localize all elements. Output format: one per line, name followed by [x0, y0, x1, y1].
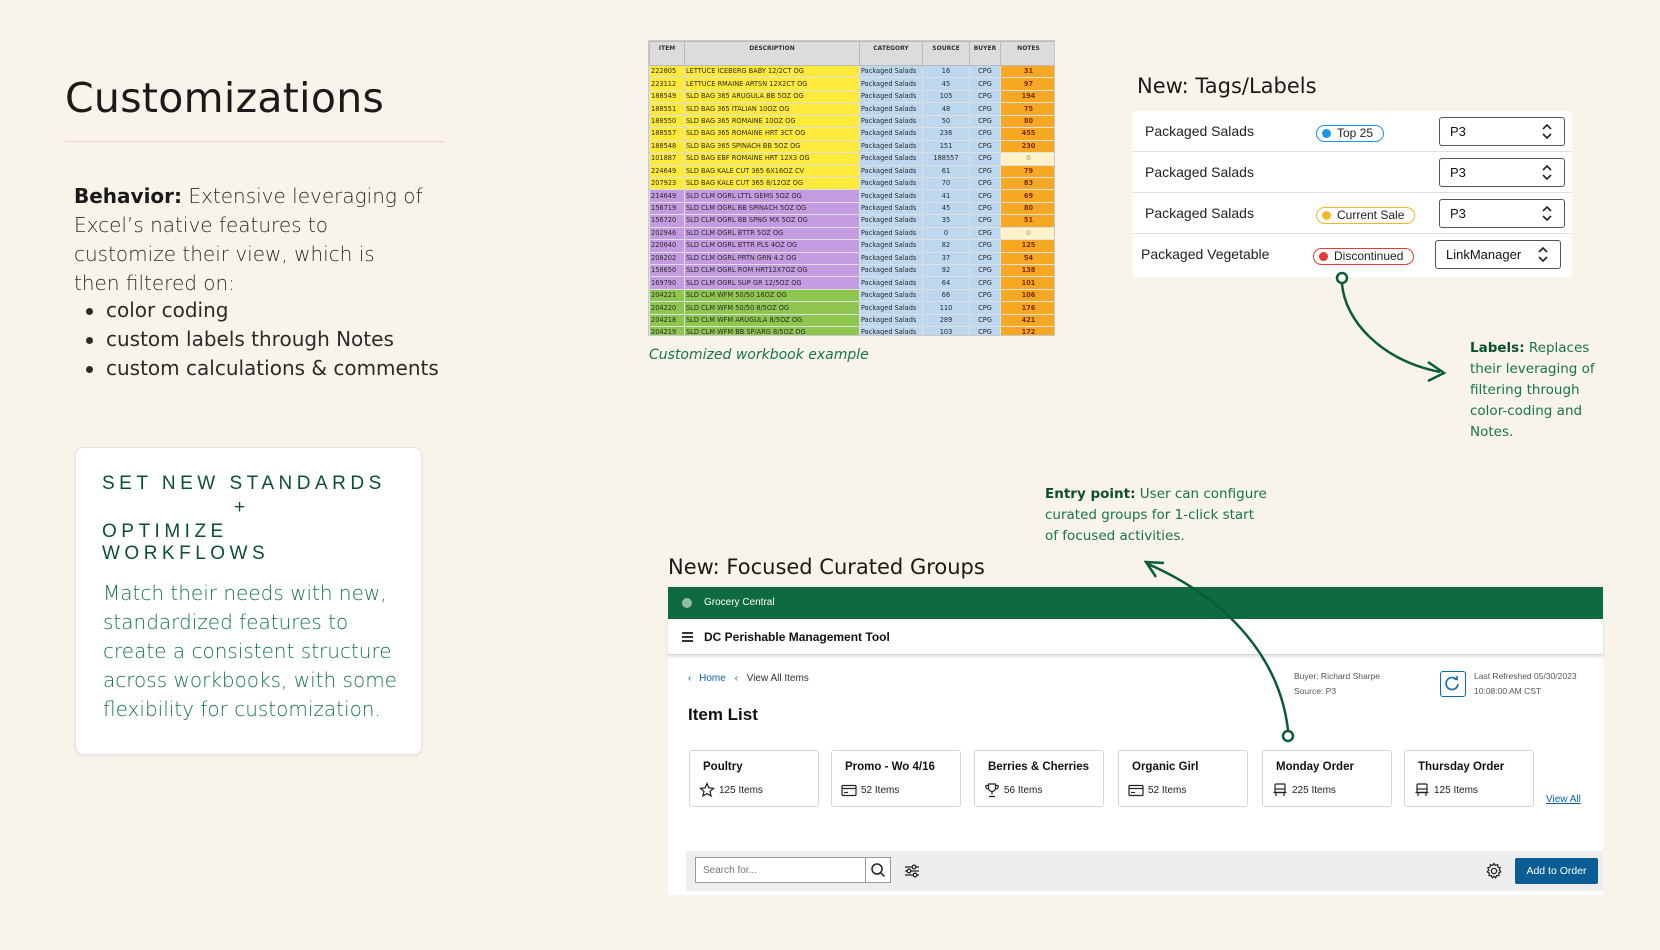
cell-description[interactable]: SLD BAG 365 ROMAINE HRT 3CT OG [685, 128, 860, 140]
cell-source[interactable]: 289 [923, 314, 970, 326]
workbook-row[interactable] [650, 190, 1056, 202]
last-refreshed [1474, 669, 1577, 699]
cell-source[interactable]: 45 [923, 78, 970, 90]
cell-source[interactable]: 45 [923, 202, 970, 214]
group-card-monday-order[interactable] [1262, 750, 1392, 807]
labels-annotation [1470, 338, 1615, 443]
cell-description[interactable]: SLD BAG 365 ARUGULA BB 5OZ OG [685, 90, 860, 102]
cell-notes[interactable]: 80 [1001, 202, 1056, 214]
item-list-title: Item List [688, 705, 758, 724]
cell-category[interactable]: Packaged Salads [860, 327, 923, 336]
cell-description[interactable]: SLD CLM OGRL SUP GR 12/5OZ OG [685, 277, 860, 289]
tags-panel [1133, 111, 1571, 277]
cell-item[interactable]: 224649 [650, 165, 685, 177]
group-count: 125 Items [1434, 785, 1478, 796]
cell-buyer[interactable]: CPG [970, 277, 1001, 289]
bullet-item: custom calculations & comments [86, 354, 439, 383]
cell-description[interactable]: SLD BAG 365 SPINACH BB 5OZ OG [685, 140, 860, 152]
app-mockup [668, 587, 1603, 895]
refresh-button[interactable] [1440, 671, 1466, 697]
cell-notes[interactable]: 97 [1001, 78, 1056, 90]
workbook-table [649, 41, 1055, 336]
workbook-header[interactable]: BUYER [970, 42, 1001, 66]
tag-row [1133, 152, 1571, 193]
app-logo-icon [682, 598, 692, 608]
tag-pill-label: Discontinued [1334, 249, 1404, 263]
workbook-row[interactable] [650, 314, 1056, 326]
cell-category[interactable]: Packaged Salads [860, 90, 923, 102]
tag-dot [1319, 252, 1328, 261]
select-value: LinkManager [1446, 247, 1522, 262]
cell-category[interactable]: Packaged Salads [860, 277, 923, 289]
cell-item[interactable]: 156720 [650, 215, 685, 227]
cell-item[interactable]: 208202 [650, 252, 685, 264]
workbook-header[interactable]: ITEM [650, 42, 685, 66]
cell-category[interactable]: Packaged Salads [860, 302, 923, 314]
cell-source[interactable]: 0 [923, 227, 970, 239]
cell-item[interactable]: 214649 [650, 190, 685, 202]
cell-description[interactable]: SLD CLM WFM 50/50 8/5OZ OG [685, 302, 860, 314]
cell-item[interactable]: 207923 [650, 177, 685, 189]
breadcrumb [688, 673, 809, 684]
cell-source[interactable]: 236 [923, 128, 970, 140]
cell-notes[interactable]: 0 [1001, 153, 1056, 165]
cell-source[interactable]: 151 [923, 140, 970, 152]
workbook-row[interactable] [650, 128, 1056, 140]
cell-item[interactable]: 188557 [650, 128, 685, 140]
cell-notes[interactable]: 51 [1001, 215, 1056, 227]
entry-point-text: User can configure curated groups for 1-click start of focused activities. [1045, 486, 1267, 544]
cell-source[interactable]: 188557 [923, 153, 970, 165]
star-icon [699, 782, 715, 798]
labels-annotation-label: Labels: [1470, 340, 1525, 356]
cell-notes[interactable]: 172 [1001, 327, 1056, 336]
cell-notes[interactable]: 80 [1001, 115, 1056, 127]
cell-notes[interactable]: 125 [1001, 240, 1056, 252]
tag-pill-discontinued[interactable] [1313, 248, 1414, 265]
workbook-row[interactable] [650, 103, 1056, 115]
workbook-row[interactable] [650, 215, 1056, 227]
behavior-paragraph [74, 182, 424, 298]
search-icon [866, 858, 890, 882]
source-text: Source: P3 [1294, 686, 1337, 696]
workbook-header-row [650, 42, 1056, 66]
cell-buyer[interactable]: CPG [970, 202, 1001, 214]
group-name: Promo - Wo 4/16 [845, 761, 935, 773]
cell-notes[interactable]: 194 [1001, 90, 1056, 102]
group-card-thursday-order[interactable] [1404, 750, 1534, 807]
entry-point-label: Entry point: [1045, 486, 1136, 502]
curated-groups-title: New: Focused Curated Groups [668, 555, 985, 579]
standards-heading-2: OPTIMIZE WORKFLOWS [102, 521, 270, 564]
tag-pill-label: Top 25 [1337, 126, 1374, 140]
tags-title: New: Tags/Labels [1137, 74, 1317, 98]
cell-item[interactable]: 204218 [650, 314, 685, 326]
workbook-header[interactable]: SOURCE [923, 42, 970, 66]
group-name: Monday Order [1276, 761, 1354, 773]
cell-notes[interactable]: 79 [1001, 165, 1056, 177]
cell-source[interactable]: 48 [923, 103, 970, 115]
cell-notes[interactable]: 421 [1001, 314, 1056, 326]
cell-category[interactable]: Packaged Salads [860, 66, 923, 78]
cell-description[interactable]: SLD BAG EBF ROMAINE HRT 12X3 OG [685, 153, 860, 165]
workbook-header[interactable]: NOTES [1001, 42, 1056, 66]
bullet-item: custom labels through Notes [86, 325, 439, 354]
labels-annotation-text: Replaces their leveraging of filtering through color-coding and Notes. [1470, 340, 1595, 440]
card-icon [841, 782, 857, 798]
cell-item[interactable]: 169790 [650, 277, 685, 289]
select-value: P3 [1450, 206, 1466, 221]
cell-item[interactable]: 223112 [650, 78, 685, 90]
priority-select[interactable] [1439, 199, 1565, 228]
behavior-text: Extensive leveraging of Excel’s native features to customize their view, which is then filtered on: [74, 184, 423, 295]
tag-row [1133, 193, 1571, 234]
cell-buyer[interactable]: CPG [970, 66, 1001, 78]
cell-category[interactable]: Packaged Salads [860, 202, 923, 214]
cell-description[interactable]: SLD BAG 365 ROMAINE 10OZ OG [685, 115, 860, 127]
app-top-bar [668, 587, 1603, 619]
cell-category[interactable]: Packaged Salads [860, 128, 923, 140]
cell-buyer[interactable]: CPG [970, 227, 1001, 239]
group-card-promo[interactable] [831, 750, 961, 807]
cell-buyer[interactable]: CPG [970, 327, 1001, 336]
cell-source[interactable]: 61 [923, 165, 970, 177]
truck-icon [1414, 782, 1430, 798]
cell-source[interactable]: 64 [923, 277, 970, 289]
group-card-poultry[interactable] [689, 750, 819, 807]
filter-settings-icon[interactable] [904, 863, 920, 879]
group-card-organic-girl[interactable] [1118, 750, 1248, 807]
chevron-updown-icon [1542, 205, 1552, 222]
cell-category[interactable]: Packaged Salads [860, 140, 923, 152]
cell-description[interactable]: SLD CLM OGRL BTTR 5OZ OG [685, 227, 860, 239]
workbook-caption: Customized workbook example [649, 347, 869, 363]
cell-item[interactable]: 188549 [650, 90, 685, 102]
workbook-row[interactable] [650, 227, 1056, 239]
cell-source[interactable]: 70 [923, 177, 970, 189]
last-refreshed-date: Last Refreshed 05/30/2023 [1474, 671, 1577, 681]
cell-buyer[interactable]: CPG [970, 78, 1001, 90]
cell-item[interactable]: 188551 [650, 103, 685, 115]
tool-header [668, 619, 1603, 655]
search-button[interactable] [865, 857, 891, 883]
cell-source[interactable]: 41 [923, 190, 970, 202]
cell-source[interactable]: 92 [923, 265, 970, 277]
breadcrumb-current: View All Items [746, 673, 809, 684]
cell-category[interactable]: Packaged Salads [860, 177, 923, 189]
cell-source[interactable]: 105 [923, 90, 970, 102]
cell-description[interactable]: SLD BAG 365 ITALIAN 10OZ OG [685, 103, 860, 115]
workbook-row[interactable] [650, 177, 1056, 189]
workbook-row[interactable] [650, 115, 1056, 127]
truck-icon [1272, 782, 1288, 798]
cell-item[interactable]: 156719 [650, 202, 685, 214]
cell-description[interactable]: SLD BAG KALE CUT 365 8/12OZ OG [685, 177, 860, 189]
cell-source[interactable]: 66 [923, 289, 970, 301]
tag-row-name: Packaged Salads [1145, 164, 1254, 180]
cell-category[interactable]: Packaged Salads [860, 165, 923, 177]
cell-category[interactable]: Packaged Salads [860, 190, 923, 202]
cell-description[interactable]: SLD CLM OGRL ROM HRT12X7OZ OG [685, 265, 860, 277]
card-icon [1128, 782, 1144, 798]
cell-source[interactable]: 82 [923, 240, 970, 252]
standards-heading-1: SET NEW STANDARDS [102, 473, 386, 494]
cell-description[interactable]: LETTUCE ICEBERG BABY 12/2CT OG [685, 66, 860, 78]
tag-dot [1322, 211, 1331, 220]
group-card-berries[interactable] [974, 750, 1104, 807]
cell-category[interactable]: Packaged Salads [860, 265, 923, 277]
view-all-link[interactable]: View All [1546, 794, 1581, 805]
cell-source[interactable]: 16 [923, 66, 970, 78]
trophy-icon [984, 782, 1000, 798]
buyer-meta [1294, 669, 1380, 699]
workbook-row[interactable] [650, 252, 1056, 264]
select-value: P3 [1450, 124, 1466, 139]
cell-item[interactable]: 204221 [650, 289, 685, 301]
cell-notes[interactable]: 455 [1001, 128, 1056, 140]
cell-category[interactable]: Packaged Salads [860, 153, 923, 165]
workbook-row[interactable] [650, 265, 1056, 277]
bullet-item: color coding [86, 296, 439, 325]
cell-category[interactable]: Packaged Salads [860, 240, 923, 252]
cell-buyer[interactable]: CPG [970, 215, 1001, 227]
behavior-label: Behavior: [74, 184, 183, 208]
group-count: 225 Items [1292, 785, 1336, 796]
workbook-screenshot [648, 40, 1055, 336]
workbook-row[interactable] [650, 78, 1056, 90]
cell-buyer[interactable]: CPG [970, 289, 1001, 301]
tag-row [1133, 234, 1571, 275]
workbook-row[interactable] [650, 140, 1056, 152]
cell-category[interactable]: Packaged Salads [860, 215, 923, 227]
cell-notes[interactable]: 83 [1001, 177, 1056, 189]
cell-source[interactable]: 37 [923, 252, 970, 264]
cell-description[interactable]: LETTUCE RMAINE ARTSN 12X2CT OG [685, 78, 860, 90]
workbook-row[interactable] [650, 202, 1056, 214]
cell-buyer[interactable]: CPG [970, 140, 1001, 152]
cell-item[interactable]: 188548 [650, 140, 685, 152]
cell-buyer[interactable]: CPG [970, 165, 1001, 177]
buyer-text: Buyer: Richard Sharpe [1294, 671, 1380, 681]
select-value: P3 [1450, 165, 1466, 180]
tag-pill-current-sale[interactable] [1316, 207, 1415, 224]
group-count: 52 Items [1148, 785, 1187, 796]
cell-category[interactable]: Packaged Salads [860, 227, 923, 239]
refresh-icon [1441, 672, 1464, 695]
gear-icon[interactable] [1485, 862, 1503, 880]
tool-name: DC Perishable Management Tool [704, 630, 890, 644]
cell-item[interactable]: 220640 [650, 240, 685, 252]
chevron-updown-icon [1538, 246, 1548, 263]
cell-notes[interactable]: 0 [1001, 227, 1056, 239]
cell-description[interactable]: SLD CLM OGRL PRTN GRN 4.2 OG [685, 252, 860, 264]
cell-buyer[interactable]: CPG [970, 265, 1001, 277]
chevron-updown-icon [1542, 123, 1552, 140]
cell-category[interactable]: Packaged Salads [860, 115, 923, 127]
priority-select[interactable] [1439, 158, 1565, 187]
title-divider [65, 141, 445, 142]
priority-select[interactable] [1439, 117, 1565, 146]
behavior-bullets [86, 296, 439, 383]
last-refreshed-time: 10:08:00 AM CST [1474, 686, 1542, 696]
standards-body: Match their needs with new, standardized features to create a consistent structure across workbooks, with some flexibility for customization. [103, 581, 397, 721]
workbook-row[interactable] [650, 277, 1056, 289]
cell-buyer[interactable]: CPG [970, 153, 1001, 165]
group-count: 52 Items [861, 785, 900, 796]
breadcrumb-home[interactable]: Home [699, 673, 726, 684]
cell-source[interactable]: 50 [923, 115, 970, 127]
chevron-right-icon: ‹ [734, 673, 738, 684]
cell-item[interactable]: 202946 [650, 227, 685, 239]
search-toolbar [686, 851, 1603, 891]
cell-buyer[interactable]: CPG [970, 177, 1001, 189]
cell-notes[interactable]: 138 [1001, 265, 1056, 277]
cell-notes[interactable]: 106 [1001, 289, 1056, 301]
workbook-row[interactable] [650, 240, 1056, 252]
cell-notes[interactable]: 54 [1001, 252, 1056, 264]
cell-buyer[interactable]: CPG [970, 252, 1001, 264]
cell-buyer[interactable]: CPG [970, 240, 1001, 252]
workbook-row[interactable] [650, 153, 1056, 165]
cell-buyer[interactable]: CPG [970, 115, 1001, 127]
cell-buyer[interactable]: CPG [970, 128, 1001, 140]
chevron-left-icon[interactable]: ‹ [688, 673, 692, 684]
cell-item[interactable]: 222805 [650, 66, 685, 78]
cell-buyer[interactable]: CPG [970, 103, 1001, 115]
cell-item[interactable]: 204219 [650, 327, 685, 336]
tag-pill-top25[interactable] [1316, 125, 1384, 142]
cell-notes[interactable]: 75 [1001, 103, 1056, 115]
tag-row-name: Packaged Salads [1145, 123, 1254, 139]
cell-item[interactable]: 158650 [650, 265, 685, 277]
cell-notes[interactable]: 176 [1001, 302, 1056, 314]
entry-point-annotation [1045, 484, 1270, 547]
menu-icon[interactable] [682, 632, 693, 642]
group-name: Thursday Order [1418, 761, 1505, 773]
cell-category[interactable]: Packaged Salads [860, 289, 923, 301]
tag-dot [1322, 129, 1331, 138]
group-name: Poultry [703, 761, 743, 773]
cell-description[interactable]: SLD CLM WFM ARUGULA 8/5OZ OG [685, 314, 860, 326]
cell-notes[interactable]: 101 [1001, 277, 1056, 289]
cell-source[interactable]: 103 [923, 327, 970, 336]
cell-category[interactable]: Packaged Salads [860, 78, 923, 90]
workbook-row[interactable] [650, 289, 1056, 301]
cell-notes[interactable]: 31 [1001, 66, 1056, 78]
cell-buyer[interactable]: CPG [970, 90, 1001, 102]
tag-pill-label: Current Sale [1337, 208, 1405, 222]
cell-item[interactable]: 188550 [650, 115, 685, 127]
cell-buyer[interactable]: CPG [970, 190, 1001, 202]
search-input[interactable] [695, 857, 890, 883]
workbook-row[interactable] [650, 90, 1056, 102]
page-title: Customizations [65, 74, 385, 122]
cell-notes[interactable]: 230 [1001, 140, 1056, 152]
cell-buyer[interactable]: CPG [970, 314, 1001, 326]
cell-category[interactable]: Packaged Salads [860, 103, 923, 115]
standards-card [75, 447, 422, 755]
cell-description[interactable]: SLD BAG KALE CUT 365 6X16OZ CV [685, 165, 860, 177]
labels-arrow [1337, 273, 1444, 381]
cell-item[interactable]: 101887 [650, 153, 685, 165]
workbook-row[interactable] [650, 302, 1056, 314]
group-name: Organic Girl [1132, 761, 1199, 773]
workbook-header[interactable]: CATEGORY [860, 42, 923, 66]
workbook-row[interactable] [650, 66, 1056, 78]
workbook-row[interactable] [650, 165, 1056, 177]
workbook-row[interactable] [650, 327, 1056, 336]
cell-description[interactable]: SLD CLM OGRL BTTR PLS 4OZ OG [685, 240, 860, 252]
group-count: 56 Items [1004, 785, 1043, 796]
workbook-body [650, 66, 1056, 337]
group-count: 125 Items [719, 785, 763, 796]
cell-description[interactable]: SLD CLM OGRL BB SPINACH 5OZ OG [685, 202, 860, 214]
cell-source[interactable]: 35 [923, 215, 970, 227]
tag-row-name: Packaged Salads [1145, 205, 1254, 221]
cell-notes[interactable]: 69 [1001, 190, 1056, 202]
priority-select[interactable] [1435, 240, 1561, 269]
cell-description[interactable]: SLD CLM WFM 50/50 16OZ OG [685, 289, 860, 301]
app-name[interactable]: Grocery Central [704, 597, 775, 608]
cell-description[interactable]: SLD CLM OGRL BB SPNG MX 5OZ OG [685, 215, 860, 227]
add-to-order-button[interactable]: Add to Order [1515, 858, 1598, 884]
cell-category[interactable]: Packaged Salads [860, 252, 923, 264]
tag-row-name: Packaged Vegetable [1141, 246, 1270, 262]
workbook-header[interactable]: DESCRIPTION [685, 42, 860, 66]
cell-source[interactable]: 110 [923, 302, 970, 314]
group-name: Berries & Cherries [988, 761, 1089, 773]
cell-item[interactable]: 204220 [650, 302, 685, 314]
standards-plus: + [233, 497, 246, 518]
tag-row [1133, 111, 1571, 152]
cell-category[interactable]: Packaged Salads [860, 314, 923, 326]
chevron-updown-icon [1542, 164, 1552, 181]
cell-buyer[interactable]: CPG [970, 302, 1001, 314]
cell-description[interactable]: SLD CLM WFM BB SP/ARG 8/5OZ OG [685, 327, 860, 336]
cell-description[interactable]: SLD CLM OGRL LTTL GEMS 5OZ OG [685, 190, 860, 202]
